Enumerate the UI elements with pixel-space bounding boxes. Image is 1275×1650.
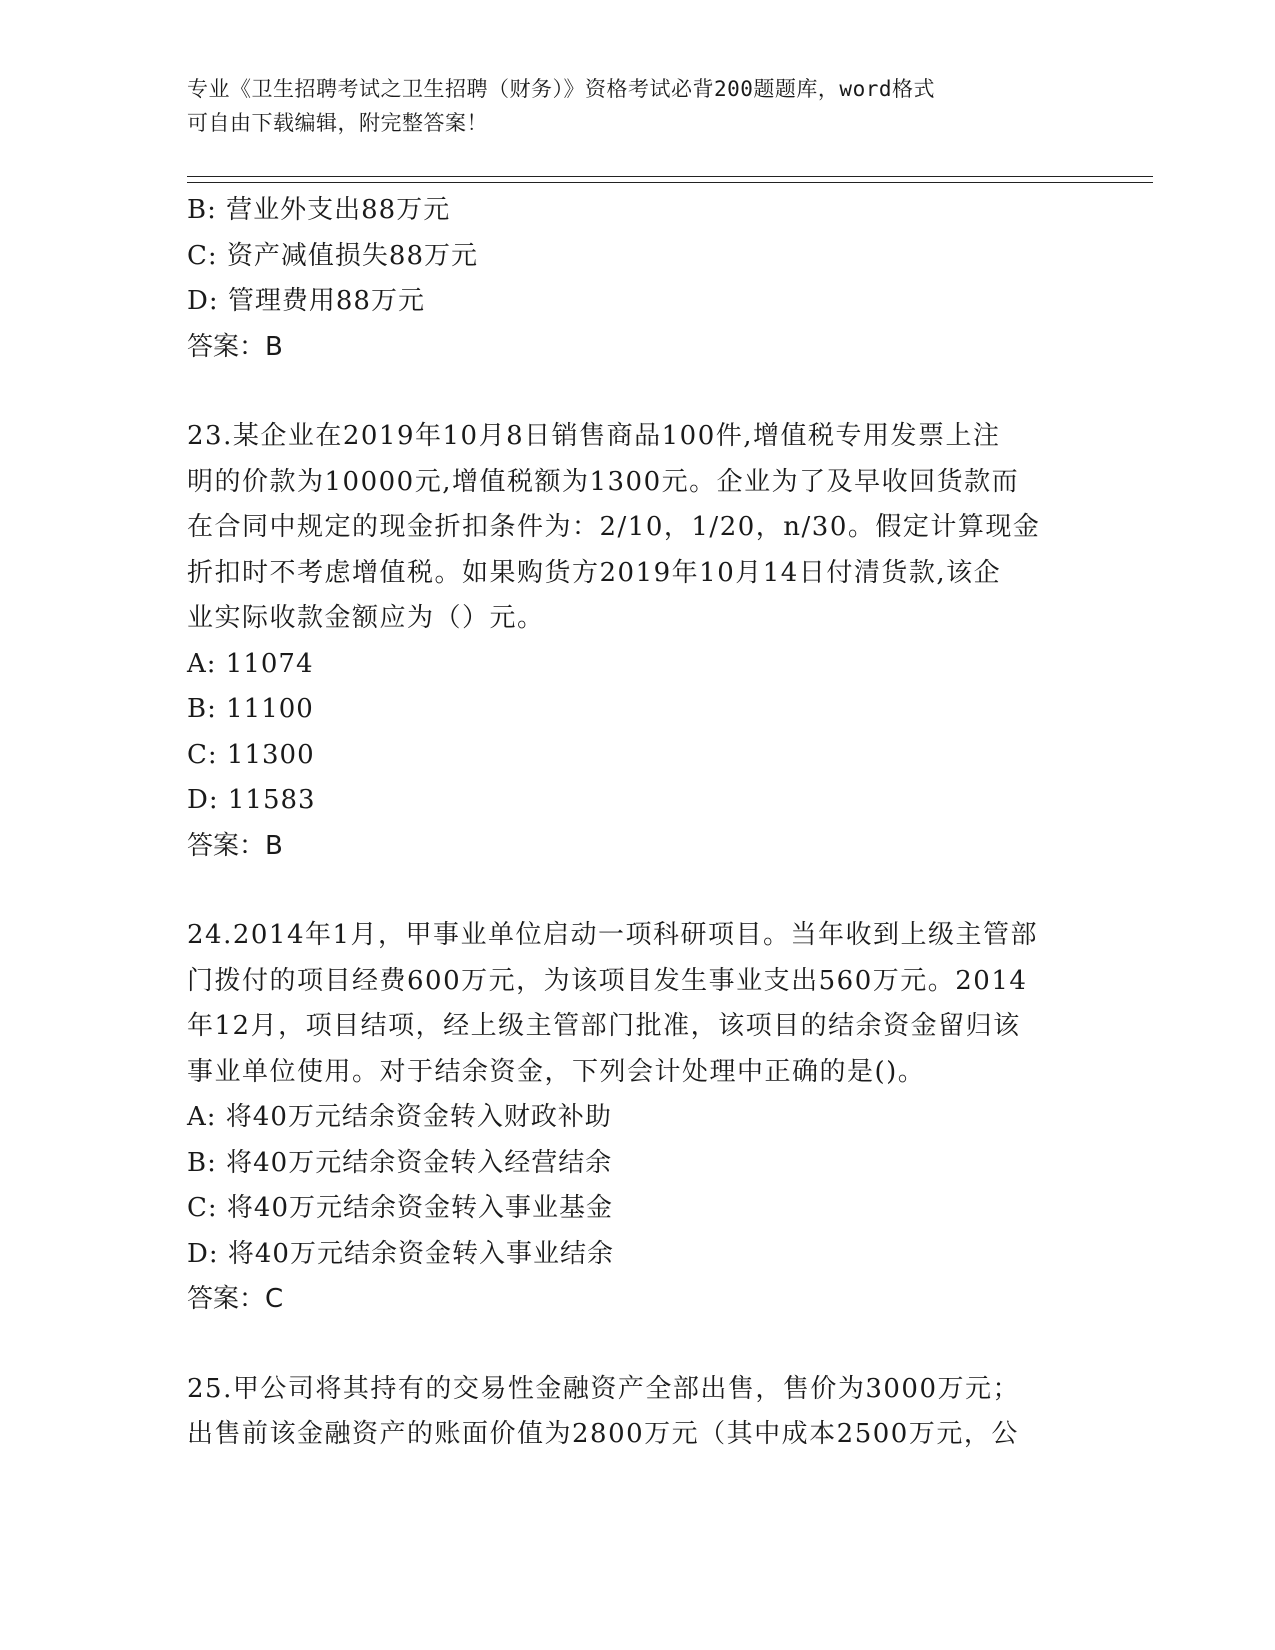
question-line: 25.甲公司将其持有的交易性金融资产全部出售，售价为3000万元；	[187, 1373, 1021, 1404]
answer: 答案：B	[187, 830, 283, 861]
question-23-text	[187, 414, 1087, 642]
option-b: B: 将40万元结余资金转入经营结余	[187, 1147, 613, 1178]
option-d: D: 11583	[187, 785, 316, 815]
answer: 答案：B	[187, 331, 283, 362]
option-c: C: 将40万元结余资金转入事业基金	[187, 1193, 614, 1223]
question-line: 在合同中规定的现金折扣条件为：2/10，1/20，n/30。假定计算现金	[187, 512, 1041, 542]
question-line: 门拨付的项目经费600万元，为该项目发生事业支出560万元。2014	[187, 965, 1028, 996]
header-divider-top	[187, 176, 1153, 177]
option-b: B: 营业外支出88万元	[187, 195, 451, 225]
option-b: B: 11100	[187, 694, 314, 724]
answer: 答案：C	[187, 1284, 284, 1314]
question-24	[187, 913, 1087, 1323]
question-24-text	[187, 913, 1087, 1095]
page-header	[187, 72, 1087, 140]
question-line: 业实际收款金额应为（）元。	[187, 603, 545, 633]
question-25	[187, 1367, 1087, 1458]
question-line: 明的价款为10000元,增值税额为1300元。企业为了及早收回货款而	[187, 466, 1020, 497]
question-23	[187, 414, 1087, 869]
option-d: D: 管理费用88万元	[187, 286, 425, 316]
question-line: 折扣时不考虑增值税。如果购货方2019年10月14日付清货款,该企	[187, 557, 1002, 588]
header-line-2: 可自由下载编辑，附完整答案！	[187, 111, 488, 135]
question-line: 出售前该金融资产的账面价值为2800万元（其中成本2500万元，公	[187, 1419, 1019, 1449]
header-divider-bottom	[187, 182, 1153, 183]
question-line: 事业单位使用。对于结余资金，下列会计处理中正确的是()。	[187, 1056, 926, 1087]
header-line-1: 专业《卫生招聘考试之卫生招聘（财务）》资格考试必背200题题库，word格式	[187, 77, 935, 101]
option-c: C: 11300	[187, 739, 315, 770]
option-a: A: 11074	[187, 648, 314, 679]
option-d: D: 将40万元结余资金转入事业结余	[187, 1238, 614, 1269]
question-line: 24.2014年1月，甲事业单位启动一项科研项目。当年收到上级主管部	[187, 920, 1039, 950]
question-22-tail	[187, 188, 1087, 370]
option-a: A: 将40万元结余资金转入财政补助	[187, 1102, 612, 1132]
question-line: 23.某企业在2019年10月8日销售商品100件,增值税专用发票上注	[187, 421, 1001, 451]
question-line: 年12月，项目结项，经上级主管部门批准，该项目的结余资金留归该	[187, 1011, 1021, 1041]
question-25-text	[187, 1367, 1087, 1458]
document-body	[187, 188, 1087, 1458]
option-c: C: 资产减值损失88万元	[187, 240, 479, 271]
